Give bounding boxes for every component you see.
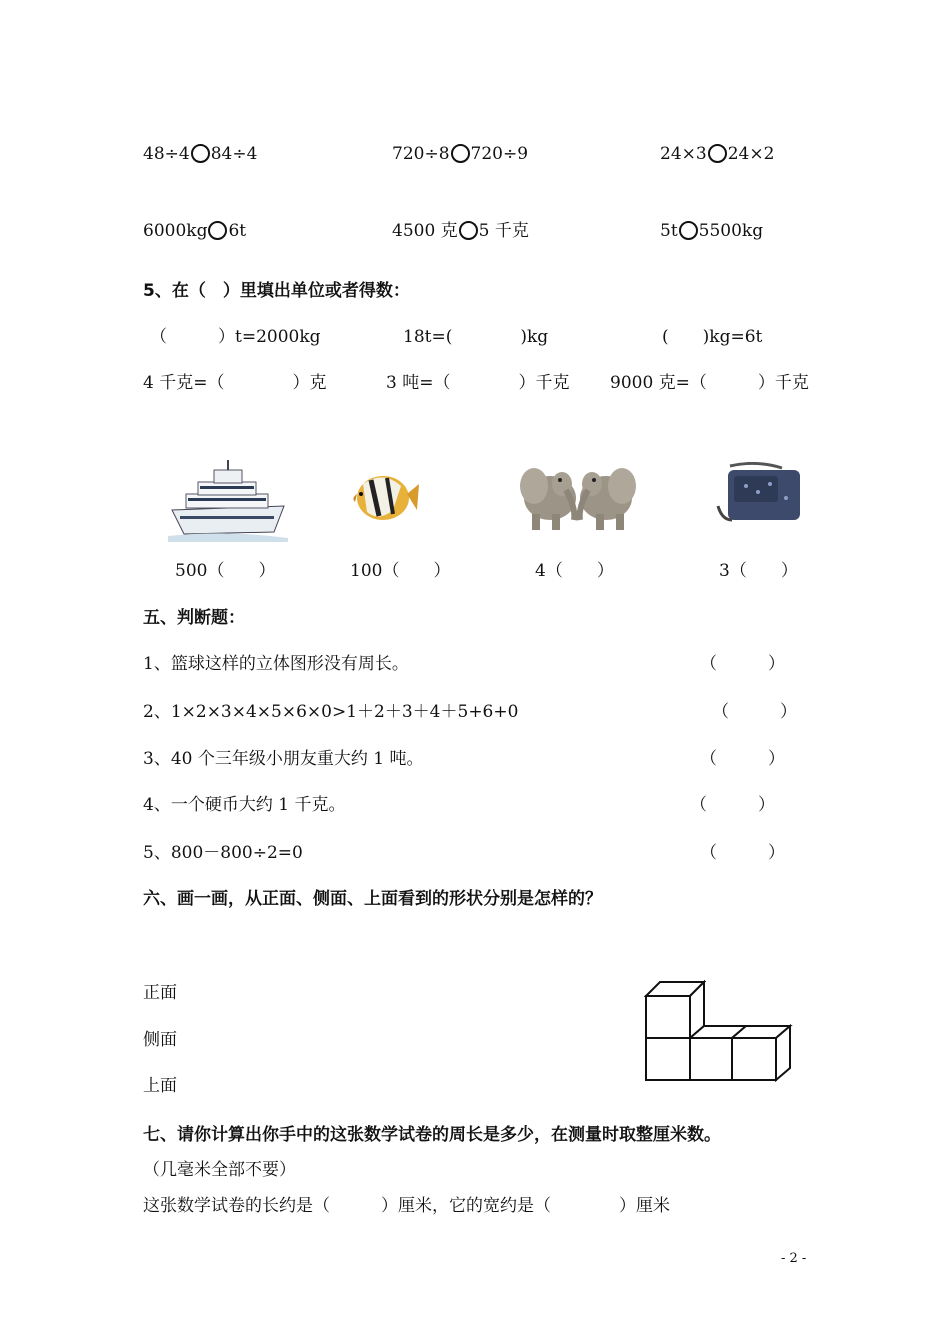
section-7-title: 七、请你计算出你手中的这张数学试卷的周长是多少，在测量时取整厘米数。 <box>143 1125 721 1145</box>
cube-stack-figure <box>640 978 796 1084</box>
view-label-side: 侧面 <box>143 1030 177 1050</box>
judge-item: 3、40 个三年级小朋友重大约 1 吨。 <box>143 749 424 769</box>
bag-icon <box>716 462 804 526</box>
page-number: - 2 - <box>781 1251 807 1266</box>
picture-label[interactable]: 100（ ） <box>350 561 451 581</box>
judge-blank[interactable]: （ ） <box>712 702 797 722</box>
picture-label[interactable]: 500（ ） <box>175 561 276 581</box>
compare-item: 6000kg 6t <box>143 221 247 241</box>
compare-item: 48÷4 84÷4 <box>143 144 258 164</box>
compare-circle[interactable] <box>679 221 698 240</box>
judge-item: 4、一个硬币大约 1 千克。 <box>143 795 346 815</box>
fill-blank[interactable]: 3 吨=（ ）千克 <box>386 373 570 393</box>
compare-item: 24×3 24×2 <box>660 144 775 164</box>
section-7-note: （几毫米全部不要） <box>143 1160 296 1180</box>
view-label-front: 正面 <box>143 983 177 1003</box>
judge-blank[interactable]: （ ） <box>690 795 775 815</box>
fill-blank[interactable]: 4 千克=（ ）克 <box>143 373 327 393</box>
view-label-top: 上面 <box>143 1076 177 1096</box>
picture-label[interactable]: 3（ ） <box>719 561 798 581</box>
fill-blank[interactable]: ( )kg=6t <box>662 327 763 347</box>
section-5-title: 五、判断题： <box>143 608 245 628</box>
measure-line[interactable]: 这张数学试卷的长约是（ ）厘米，它的宽约是（ ）厘米 <box>143 1196 670 1216</box>
question-5-title: 5、在（ ）里填出单位或者得数： <box>143 281 410 301</box>
fill-blank[interactable]: 9000 克=（ ）千克 <box>610 373 809 393</box>
compare-circle[interactable] <box>451 144 470 163</box>
picture-label[interactable]: 4（ ） <box>535 561 614 581</box>
judge-blank[interactable]: （ ） <box>700 654 785 674</box>
judge-item: 1、篮球这样的立体图形没有周长。 <box>143 654 409 674</box>
fill-blank[interactable]: 18t=( )kg <box>403 327 549 347</box>
judge-item: 5、800－800÷2=0 <box>143 843 303 863</box>
fill-blank[interactable]: （ ）t=2000kg <box>150 327 321 347</box>
section-6-title: 六、画一画，从正面、侧面、上面看到的形状分别是怎样的？ <box>143 889 602 909</box>
elephants-icon <box>516 458 638 534</box>
judge-item: 2、1×2×3×4×5×6×0>1＋2＋3＋4＋5+6+0 <box>143 702 519 722</box>
compare-circle[interactable] <box>708 144 727 163</box>
compare-circle[interactable] <box>191 144 210 163</box>
compare-circle[interactable] <box>208 221 227 240</box>
compare-circle[interactable] <box>459 221 478 240</box>
compare-item: 720÷8 720÷9 <box>392 144 529 164</box>
fish-icon <box>349 470 419 526</box>
judge-blank[interactable]: （ ） <box>700 749 785 769</box>
ship-icon <box>168 458 288 542</box>
judge-blank[interactable]: （ ） <box>700 843 785 863</box>
compare-item: 4500 克 5 千克 <box>392 221 529 241</box>
compare-item: 5t 5500kg <box>660 221 764 241</box>
